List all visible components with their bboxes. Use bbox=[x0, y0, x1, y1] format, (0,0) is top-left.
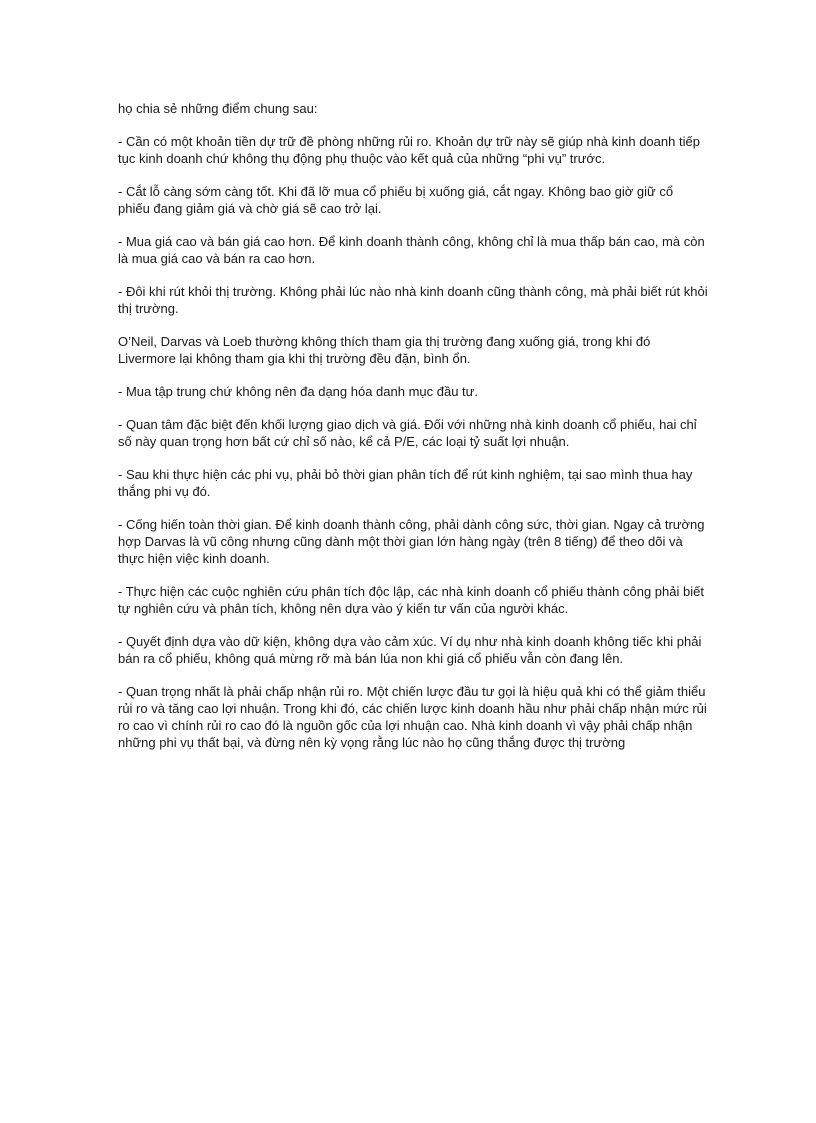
point-exit-market: - Đôi khi rút khỏi thị trường. Không phải lúc nào nhà kinh doanh cũng thành công, mà phải biết rút khỏi thị trường. bbox=[118, 284, 708, 316]
document-page bbox=[118, 100, 708, 767]
point-cut-loss: - Cắt lỗ càng sớm càng tốt. Khi đã lỡ mua cổ phiếu bị xuống giá, cắt ngay. Không bao giờ giữ cổ phiếu đang giảm giá và chờ giá sẽ cao trở lại. bbox=[118, 184, 674, 216]
point-review: - Sau khi thực hiện các phi vụ, phải bỏ thời gian phân tích để rút kinh nghiệm, tại sao mình thua hay thắng phi vụ đó. bbox=[118, 467, 693, 499]
intro-paragraph: họ chia sẻ những điểm chung sau: bbox=[118, 101, 318, 116]
point-full-time: - Cống hiến toàn thời gian. Để kinh doanh thành công, phải dành công sức, thời gian. Ngay cả trường hợp Darvas là vũ công nhưng cũng dành một thời gian lớn hàng ngày (trên 8 tiếng) để theo dõi và thực hiện việc kinh doanh. bbox=[118, 517, 705, 566]
point-fact-based: - Quyết định dựa vào dữ kiện, không dựa vào cảm xúc. Ví dụ như nhà kinh doanh không tiếc khi phải bán ra cổ phiếu, không quá mừng rỡ mà bán lúa non khi giá cổ phiếu vẫn còn đang lên. bbox=[118, 634, 702, 666]
point-independent-research: - Thực hiện các cuộc nghiên cứu phân tích độc lập, các nhà kinh doanh cổ phiếu thành công phải biết tự nghiên cứu và phân tích, không nên dựa vào ý kiến tư vấn của người khác. bbox=[118, 584, 704, 616]
point-accept-risk: - Quan trọng nhất là phải chấp nhận rủi ro. Một chiến lược đầu tư gọi là hiệu quả khi có thể giảm thiểu rủi ro và tăng cao lợi nhuận. Trong khi đó, các chiến lược kinh doanh hầu như phải chấp nhận mức rủi ro cao vì chính rủi ro cao đó là nguồn gốc của lợi nhuận cao. Nhà kinh doanh vì vậy phải chấp nhận những phi vụ thất bại, và đừng nên kỳ vọng rằng lúc nào họ cũng thắng được thị trường bbox=[118, 684, 707, 750]
point-concentrate: - Mua tập trung chứ không nên đa dạng hóa danh mục đầu tư. bbox=[118, 384, 478, 399]
point-volume-price: - Quan tâm đặc biệt đến khối lượng giao dịch và giá. Đối với những nhà kinh doanh cổ phiếu, hai chỉ số này quan trọng hơn bất cứ chỉ số nào, kể cả P/E, các loại tỷ suất lợi nhuận. bbox=[118, 417, 697, 449]
point-reserve-fund: - Cần có một khoản tiền dự trữ đề phòng những rủi ro. Khoản dự trữ này sẽ giúp nhà kinh doanh tiếp tục kinh doanh chứ không thụ động phụ thuộc vào kết quả của những “phi vụ” trước. bbox=[118, 134, 700, 166]
point-buy-high-sell-higher: - Mua giá cao và bán giá cao hơn. Để kinh doanh thành công, không chỉ là mua thấp bán cao, mà còn là mua giá cao và bán ra cao hơn. bbox=[118, 234, 705, 266]
traders-paragraph: O’Neil, Darvas và Loeb thường không thích tham gia thị trường đang xuống giá, trong khi đó Livermore lại không tham gia khi thị trường đều đặn, bình ổn. bbox=[118, 334, 651, 366]
